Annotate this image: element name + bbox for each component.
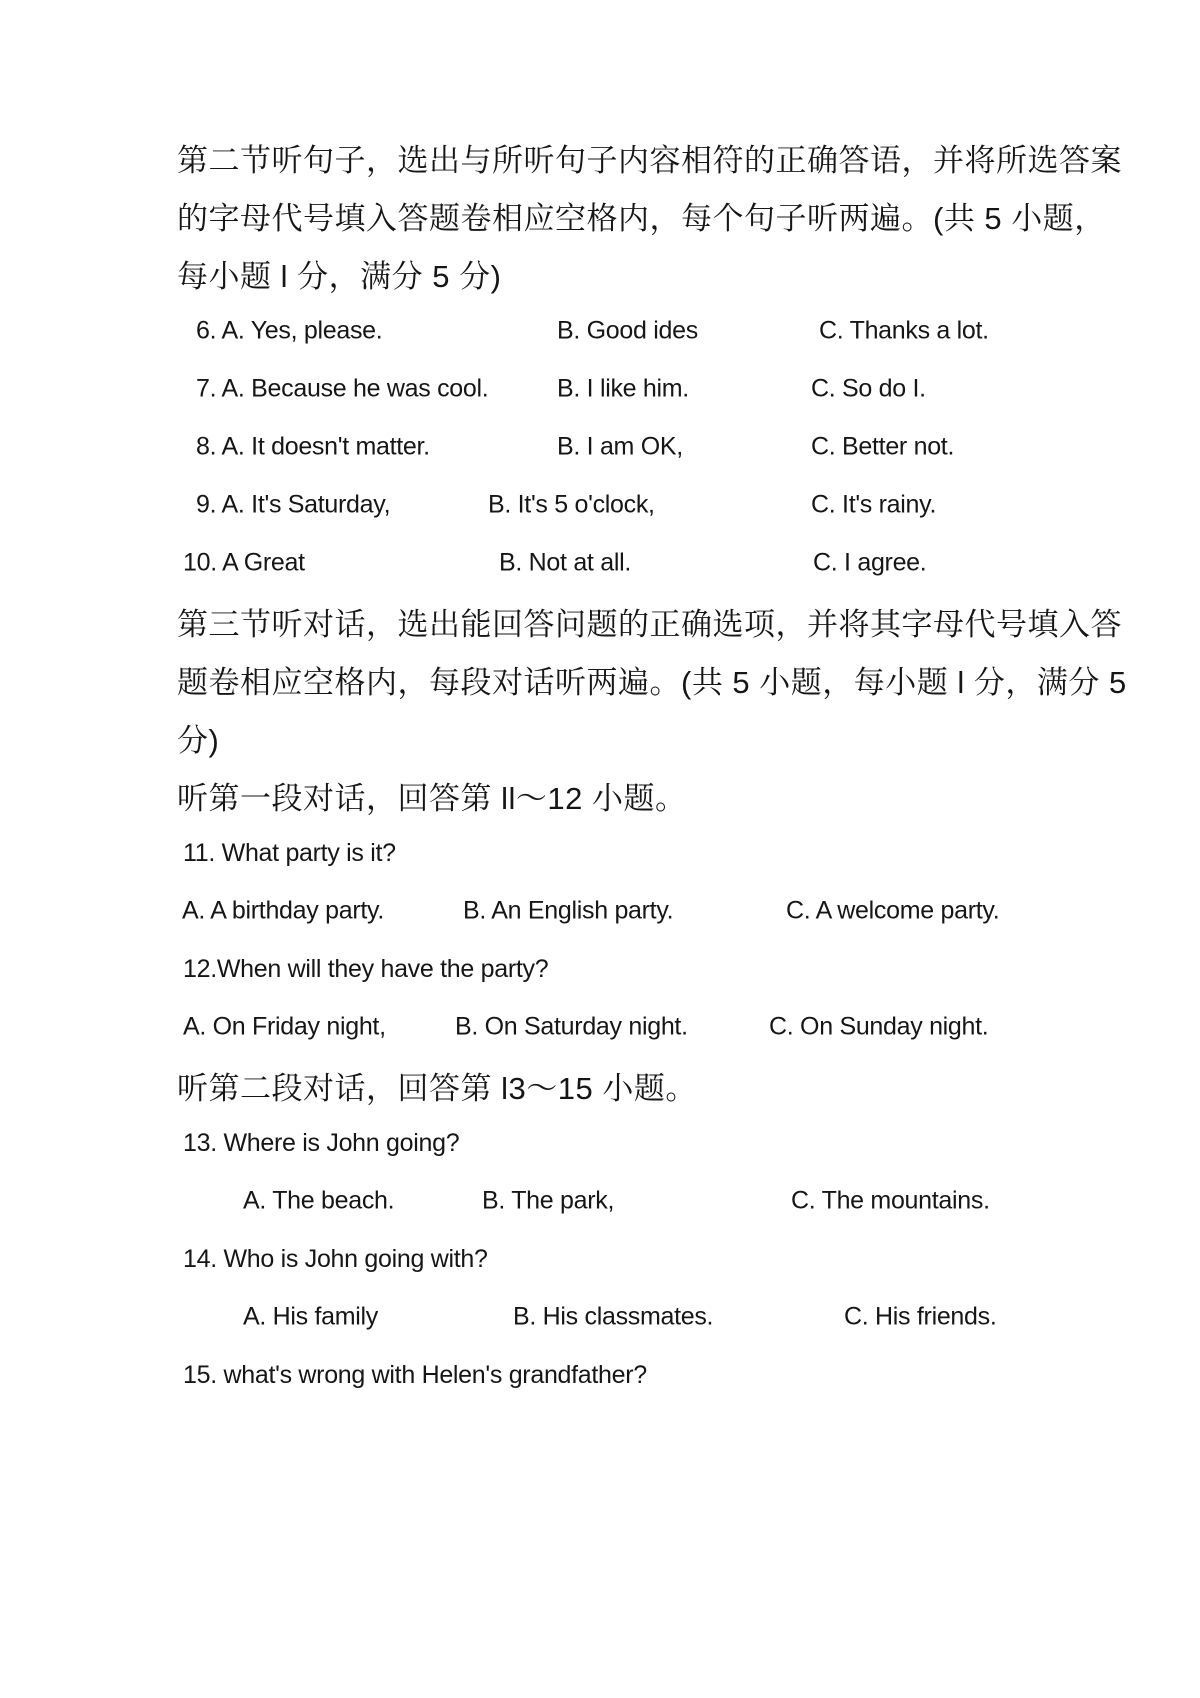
q14-option-c: C. His friends. bbox=[844, 1302, 997, 1331]
q8-option-b: B. I am OK, bbox=[557, 432, 683, 461]
section2-instructions-line-2: 的字母代号填入答题卷相应空格内，每个句子听两遍。(共 5 小题， bbox=[177, 200, 1106, 236]
q10-option-a: 10. A Great bbox=[183, 548, 305, 577]
q11-option-b: B. An English party. bbox=[463, 896, 674, 925]
question-13-text: 13. Where is John going? bbox=[183, 1128, 460, 1157]
q7-option-a: 7. A. Because he was cool. bbox=[196, 374, 489, 403]
question-13-options bbox=[177, 1172, 1037, 1230]
section3-instructions-line-1: 第三节听对话，选出能回答问题的正确选项，并将其字母代号填入答 bbox=[177, 606, 1122, 642]
q13-option-b: B. The park, bbox=[482, 1186, 615, 1215]
q9-option-c: C. It's rainy. bbox=[811, 490, 937, 519]
q6-option-b: B. Good ides bbox=[557, 316, 698, 345]
q14-option-a: A. His family bbox=[243, 1302, 379, 1331]
question-8-row bbox=[177, 418, 1037, 476]
question-6-row bbox=[177, 302, 1037, 360]
q12-option-b: B. On Saturday night. bbox=[455, 1012, 688, 1041]
question-9-row bbox=[177, 476, 1037, 534]
q12-option-c: C. On Sunday night. bbox=[769, 1012, 989, 1041]
question-14-options bbox=[177, 1288, 1037, 1346]
q13-option-a: A. The beach. bbox=[243, 1186, 395, 1215]
dialog1-heading: 听第一段对话，回答第 ll～12 小题。 bbox=[177, 780, 687, 816]
section2-instructions-line-3: 每小题 l 分，满分 5 分) bbox=[177, 258, 502, 294]
q13-option-c: C. The mountains. bbox=[791, 1186, 990, 1215]
question-14-text: 14. Who is John going with? bbox=[183, 1244, 488, 1273]
question-11-text: 11. What party is it? bbox=[183, 838, 396, 867]
question-12-text: 12.When will they have the party? bbox=[183, 954, 549, 983]
question-15-text: 15. what's wrong with Helen's grandfather? bbox=[183, 1360, 647, 1389]
q10-option-b: B. Not at all. bbox=[499, 548, 631, 577]
q14-option-b: B. His classmates. bbox=[513, 1302, 714, 1331]
section3-instructions-line-2: 题卷相应空格内，每段对话听两遍。(共 5 小题，每小题 l 分，满分 5 bbox=[177, 664, 1127, 700]
question-12-options bbox=[177, 998, 1037, 1056]
q8-option-c: C. Better not. bbox=[811, 432, 955, 461]
q7-option-c: C. So do I. bbox=[811, 374, 926, 403]
q9-option-a: 9. A. It's Saturday, bbox=[196, 490, 391, 519]
question-10-row bbox=[177, 534, 1037, 592]
q6-option-c: C. Thanks a lot. bbox=[819, 316, 989, 345]
q12-option-a: A. On Friday night, bbox=[183, 1012, 386, 1041]
question-7-row bbox=[177, 360, 1037, 418]
q8-option-a: 8. A. It doesn't matter. bbox=[196, 432, 430, 461]
dialog2-heading: 听第二段对话，回答第 l3～15 小题。 bbox=[177, 1070, 697, 1106]
q7-option-b: B. I like him. bbox=[557, 374, 689, 403]
q9-option-b: B. It's 5 o'clock, bbox=[488, 490, 655, 519]
q11-option-c: C. A welcome party. bbox=[786, 896, 1000, 925]
q6-option-a: 6. A. Yes, please. bbox=[196, 316, 383, 345]
question-11-options bbox=[177, 882, 1037, 940]
exam-content bbox=[177, 128, 1127, 1404]
section2-instructions-line-1: 第二节听句子，选出与所听句子内容相符的正确答语，并将所选答案 bbox=[177, 142, 1122, 178]
section3-instructions-line-3: 分) bbox=[177, 722, 220, 758]
q10-option-c: C. I agree. bbox=[813, 548, 927, 577]
q11-option-a: A. A birthday party. bbox=[182, 896, 384, 925]
